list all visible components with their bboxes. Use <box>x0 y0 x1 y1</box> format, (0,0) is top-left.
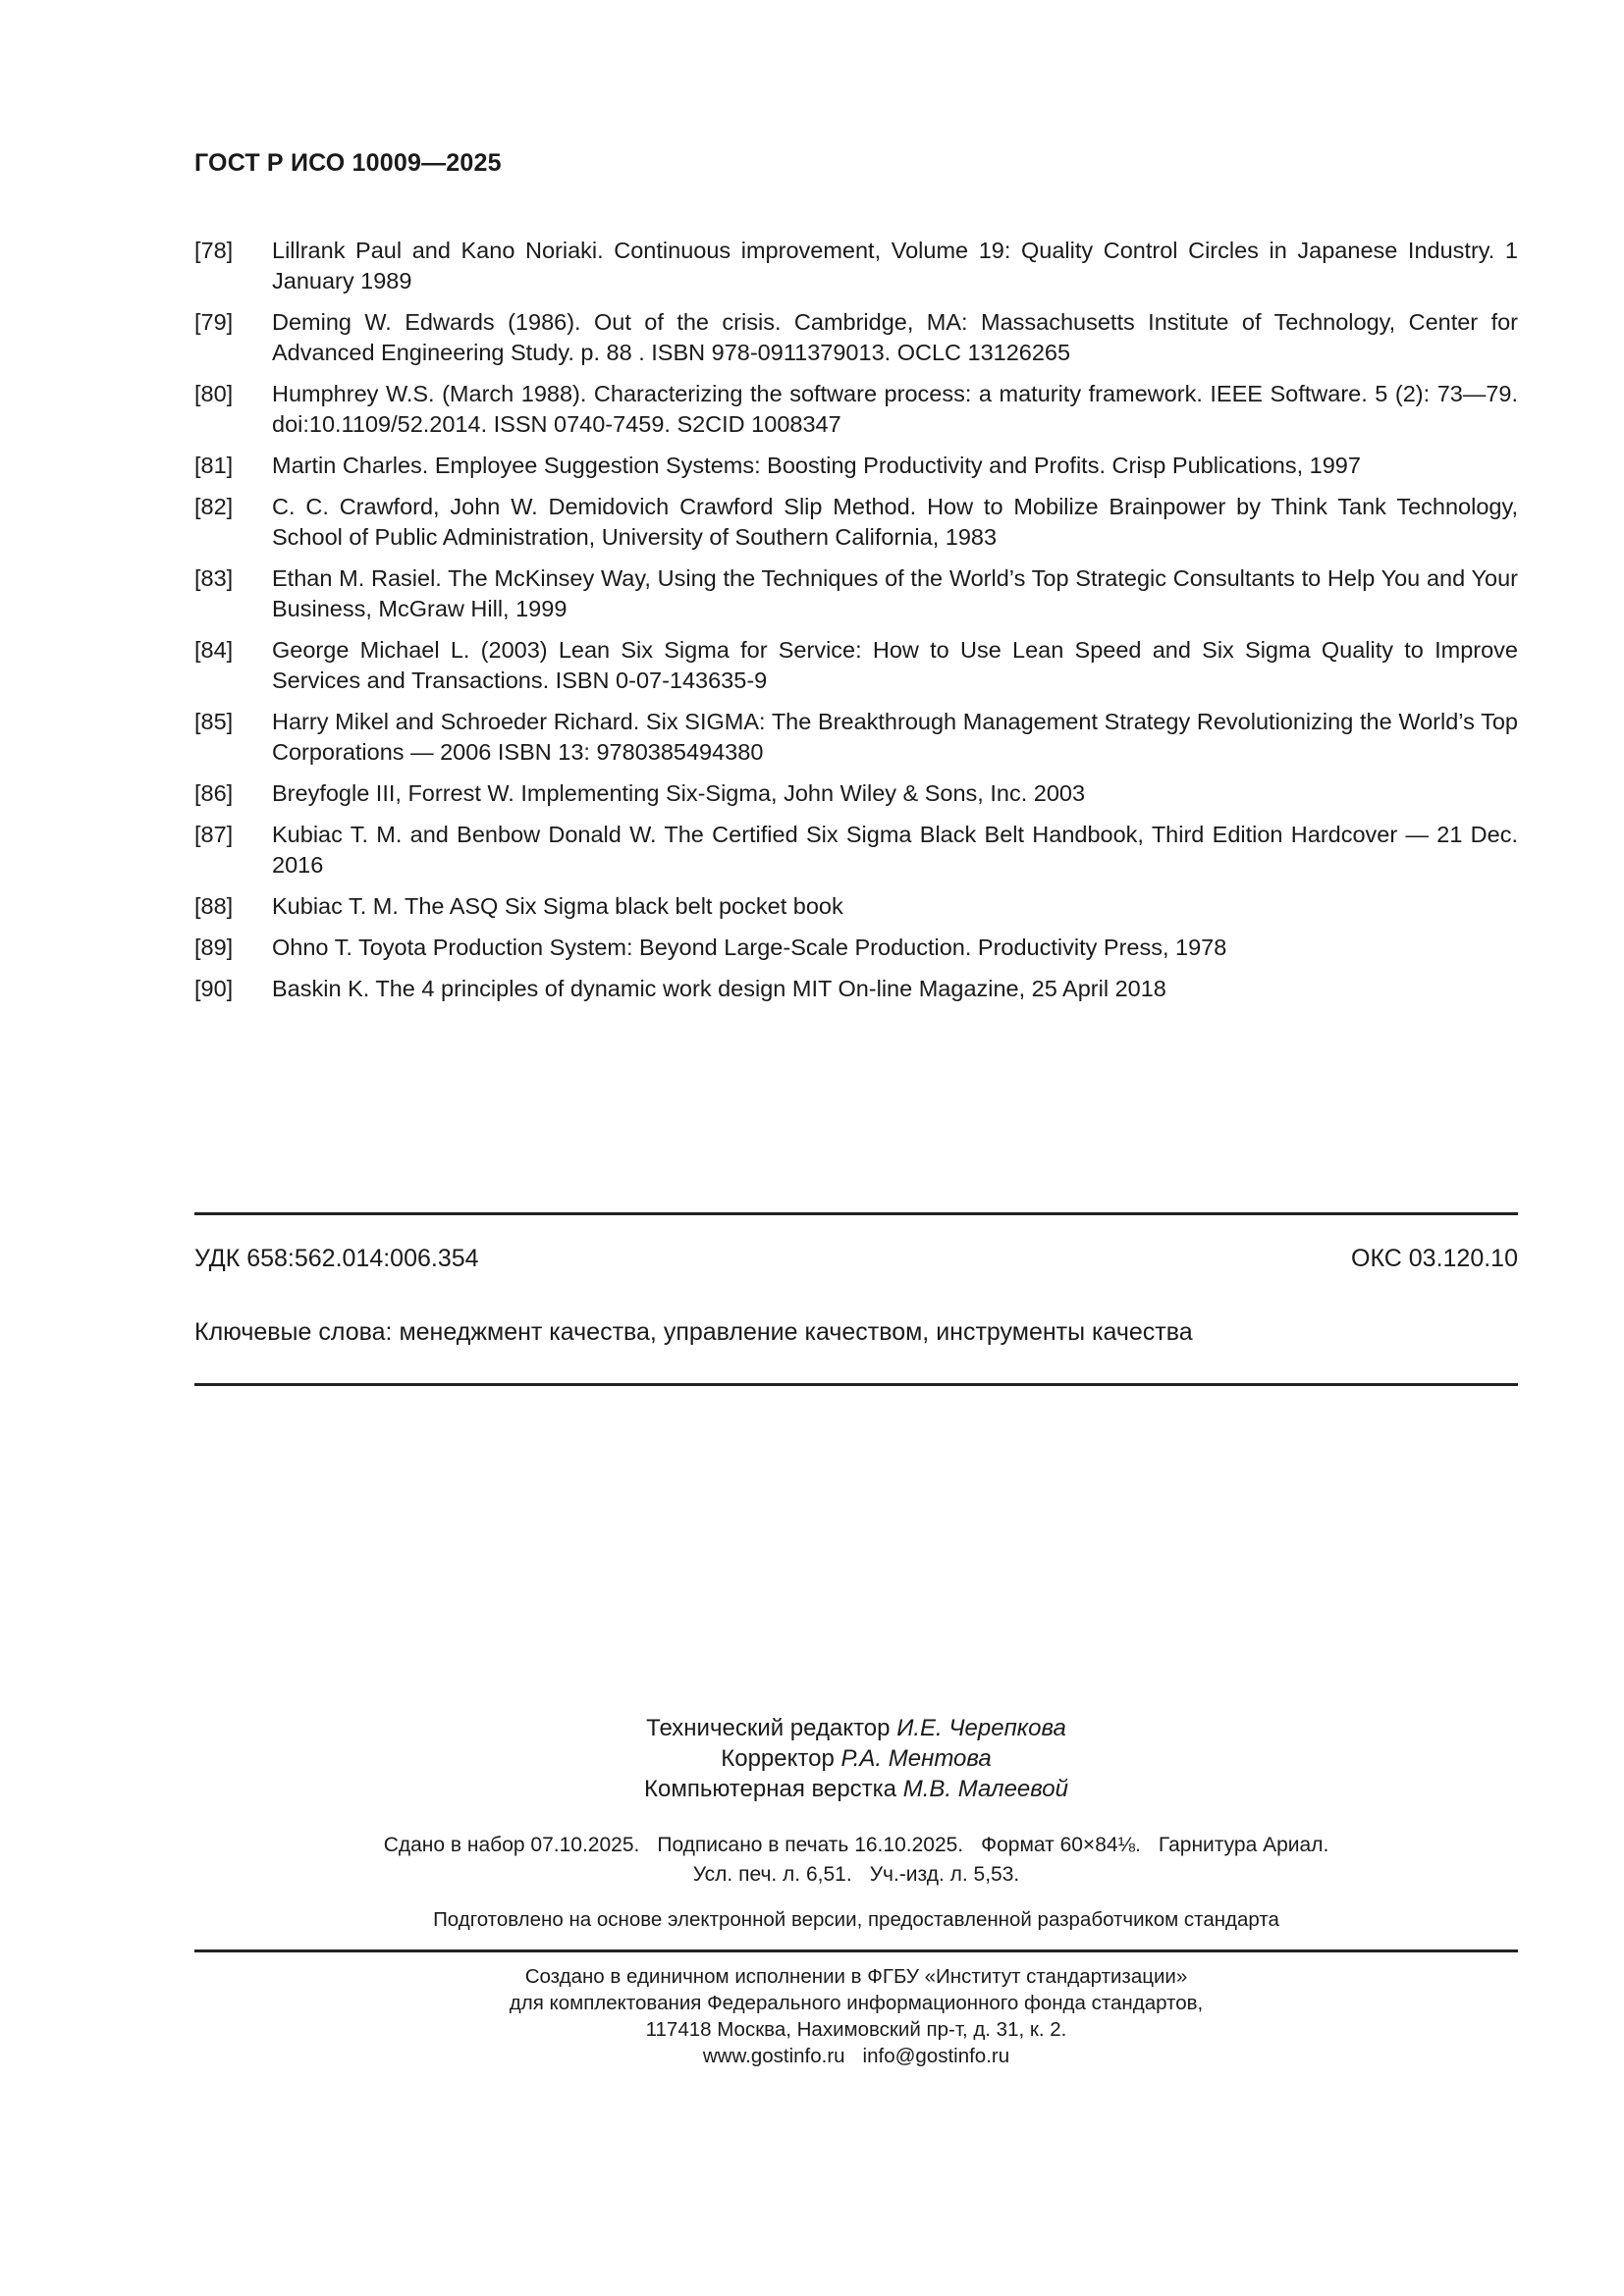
layout-name: М.В. Малеевой <box>902 1776 1068 1802</box>
reference-item <box>194 891 1518 922</box>
reference-text: Kubiac T. M. and Benbow Donald W. The Certified Six Sigma Black Belt Handbook, Third Edition Hardcover — 21 Dec. 2016 <box>272 822 1518 878</box>
reference-text: Martin Charles. Employee Suggestion Systems: Boosting Productivity and Profits. Crisp Publications, 1997 <box>272 453 1361 478</box>
publisher-info <box>194 1963 1518 2069</box>
publisher-line-1: Создано в единичном исполнении в ФГБУ «Институт стандартизации» <box>524 1965 1188 1988</box>
signed-date: Подписано в печать 16.10.2025. <box>657 1834 964 1856</box>
reference-number: [84] <box>194 637 234 663</box>
reference-item <box>194 707 1518 768</box>
reference-text: C. C. Crawford, John W. Demidovich Crawford Slip Method. How to Mobilize Brainpower by Think Tank Technology, School of Public Administration, University of Southern California, 1983 <box>272 494 1518 550</box>
reference-number: [79] <box>194 309 234 335</box>
layout-label: Компьютерная верстка <box>644 1776 897 1802</box>
reference-number: [82] <box>194 494 234 519</box>
reference-item <box>194 379 1518 440</box>
reference-text: Kubiac T. M. The ASQ Six Sigma black belt pocket book <box>272 893 843 919</box>
website-link[interactable]: www.gostinfo.ru <box>702 2045 845 2067</box>
keywords: Ключевые слова: менеджмент качества, управление качеством, инструменты качества <box>194 1318 1193 1346</box>
reference-text: Baskin K. The 4 principles of dynamic work design MIT On-line Magazine, 25 April 2018 <box>272 976 1166 1001</box>
udk-code: УДК 658:562.014:006.354 <box>194 1245 479 1272</box>
divider-top <box>194 1212 1518 1215</box>
reference-item <box>194 451 1518 481</box>
divider-keywords <box>194 1383 1518 1386</box>
print-info-line-2 <box>194 1860 1518 1890</box>
prepared-note: Подготовлено на основе электронной версии, предоставленной разработчиком стандарта <box>433 1908 1279 1931</box>
reference-text: Lillrank Paul and Kano Noriaki. Continuous improvement, Volume 19: Quality Control Circles in Japanese Industry. 1 January 1989 <box>272 238 1518 294</box>
print-info-line-1 <box>194 1831 1518 1860</box>
reference-item <box>194 635 1518 696</box>
reference-number: [87] <box>194 822 234 847</box>
reference-item <box>194 974 1518 1004</box>
typeface: Гарнитура Ариал. <box>1158 1834 1329 1856</box>
reference-item <box>194 236 1518 296</box>
publishing-sheets: Уч.-изд. л. 5,53. <box>869 1863 1020 1886</box>
reference-text: Ethan M. Rasiel. The McKinsey Way, Using the Techniques of the World’s Top Strategic Consultants to Help You and Your Business, McGraw Hill, 1999 <box>272 565 1518 621</box>
publisher-contacts <box>194 2043 1518 2069</box>
reference-number: [78] <box>194 238 234 263</box>
reference-text: Deming W. Edwards (1986). Out of the crisis. Cambridge, MA: Massachusetts Institute of Technology, Center for Advanced Engineering Study. p. 88 . ISBN 978-0911379013. OCLC 13126265 <box>272 309 1518 365</box>
reference-number: [88] <box>194 893 234 919</box>
reference-item <box>194 563 1518 624</box>
reference-text: Ohno T. Toyota Production System: Beyond Large-Scale Production. Productivity Press, 1978 <box>272 934 1227 960</box>
divider-bottom <box>194 1949 1518 1952</box>
reference-item <box>194 820 1518 881</box>
tech-editor-label: Технический редактор <box>646 1715 891 1741</box>
reference-list <box>194 236 1518 1015</box>
reference-item <box>194 307 1518 368</box>
corrector-name: Р.А. Ментова <box>840 1745 992 1772</box>
corrector-label: Корректор <box>721 1745 835 1772</box>
email-link[interactable]: info@gostinfo.ru <box>862 2045 1010 2067</box>
reference-item <box>194 778 1518 809</box>
reference-number: [90] <box>194 976 234 1001</box>
paper-format: Формат 60×84⅛. <box>981 1834 1141 1856</box>
reference-number: [89] <box>194 934 234 960</box>
oks-code: ОКС 03.120.10 <box>1351 1245 1518 1272</box>
page-title: ГОСТ Р ИСО 10009—2025 <box>194 149 502 177</box>
reference-number: [86] <box>194 780 234 806</box>
layout-line <box>194 1774 1518 1804</box>
print-info <box>194 1831 1518 1890</box>
corrector-line <box>194 1743 1518 1774</box>
print-sheets: Усл. печ. л. 6,51. <box>692 1863 852 1886</box>
tech-editor-name: И.Е. Черепкова <box>896 1715 1066 1741</box>
reference-number: [85] <box>194 709 234 734</box>
publisher-line-2: для комплектования Федерального информационного фонда стандартов, <box>509 1992 1204 2014</box>
editorial-staff <box>194 1713 1518 1804</box>
tech-editor-line <box>194 1713 1518 1743</box>
reference-number: [80] <box>194 381 234 406</box>
reference-number: [83] <box>194 565 234 591</box>
reference-item <box>194 933 1518 963</box>
publisher-address: 117418 Москва, Нахимовский пр-т, д. 31, к. 2. <box>645 2018 1067 2041</box>
reference-text: Breyfogle III, Forrest W. Implementing Six-Sigma, John Wiley & Sons, Inc. 2003 <box>272 780 1086 806</box>
reference-text: Humphrey W.S. (March 1988). Characterizing the software process: a maturity framework. IEEE Software. 5 (2): 73—79. doi:10.1109/52.2014. ISSN 0740-7459. S2CID 1008347 <box>272 381 1518 437</box>
submitted-date: Сдано в набор 07.10.2025. <box>383 1834 640 1856</box>
reference-text: George Michael L. (2003) Lean Six Sigma for Service: How to Use Lean Speed and Six Sigma Quality to Improve Services and Transactions. ISBN 0-07-143635-9 <box>272 637 1518 693</box>
reference-item <box>194 492 1518 553</box>
reference-text: Harry Mikel and Schroeder Richard. Six SIGMA: The Breakthrough Management Strategy Revolutionizing the World’s Top Corporations — 2006 ISBN 13: 9780385494380 <box>272 709 1518 765</box>
reference-number: [81] <box>194 453 234 478</box>
